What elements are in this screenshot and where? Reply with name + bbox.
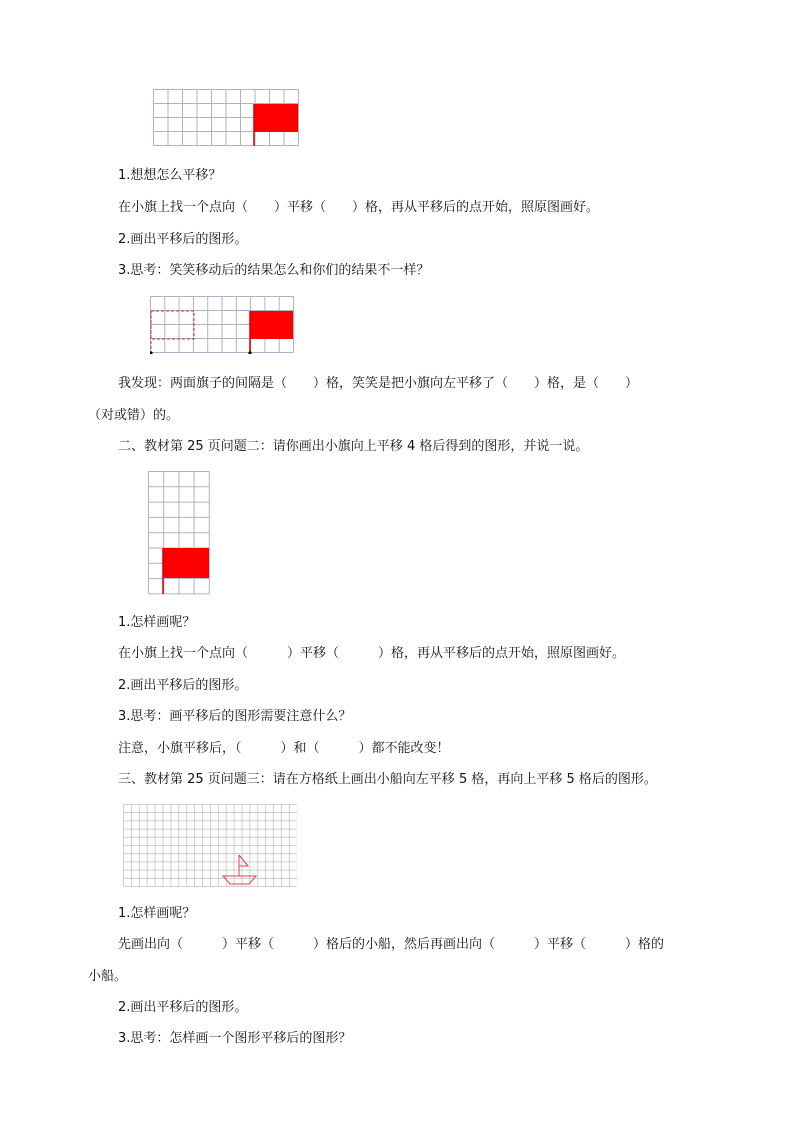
s3-q1-line1: 先画出向（ ）平移（ ）格后的小船，然后再画出向（ ）平移（ ）格的	[118, 937, 665, 952]
s2-q1-line: 在小旗上找一个点向（ ）平移（ ）格，再从平移后的点开始，照原图画好。	[118, 646, 626, 661]
s1-q1-line: 在小旗上找一个点向（ ）平移（ ）格，再从平移后的点开始，照原图画好。	[118, 200, 600, 215]
s3-q3: 3.思考：怎样画一个图形平移后的图形？	[118, 1031, 352, 1046]
s1-q1: 1.想想怎么平移？	[118, 168, 222, 183]
s3-q2: 2.画出平移后的图形。	[118, 1000, 248, 1015]
s2-q3: 3.思考：画平移后的图形需要注意什么？	[118, 709, 352, 724]
s2-q1: 1.怎样画呢？	[118, 615, 196, 630]
grid-boat	[123, 804, 297, 887]
flag-icon	[254, 104, 298, 132]
boat-icon	[223, 855, 256, 884]
s1-found-line2: （对或错）的。	[88, 408, 180, 423]
s1-found-line1: 我发现：两面旗子的间隔是（ ）格，笑笑是把小旗向左平移了（ ）格，是（ ）	[118, 376, 639, 391]
s1-q2: 2.画出平移后的图形。	[118, 232, 248, 247]
s3-q1-line2: 小船。	[88, 969, 128, 984]
s2-note: 注意，小旗平移后，（ ）和（ ）都不能改变！	[118, 741, 450, 756]
s3-heading: 三、教材第 25 页问题三：请在方格纸上画出小船向左平移 5 格，再向上平移 5 格后的图形。	[118, 772, 657, 787]
grid-flag-1	[153, 89, 299, 147]
s2-q2: 2.画出平移后的图形。	[118, 678, 248, 693]
flag-icon	[163, 548, 209, 578]
grid-flag-2	[150, 296, 294, 354]
s1-q3: 3.思考：笑笑移动后的结果怎么和你们的结果不一样？	[118, 263, 430, 278]
grid-flag-3	[148, 471, 210, 595]
flag-icon	[250, 311, 293, 339]
s3-q1: 1.怎样画呢？	[118, 906, 196, 921]
s2-heading: 二、教材第 25 页问题二：请你画出小旗向上平移 4 格后得到的图形，并说一说。	[118, 439, 589, 454]
